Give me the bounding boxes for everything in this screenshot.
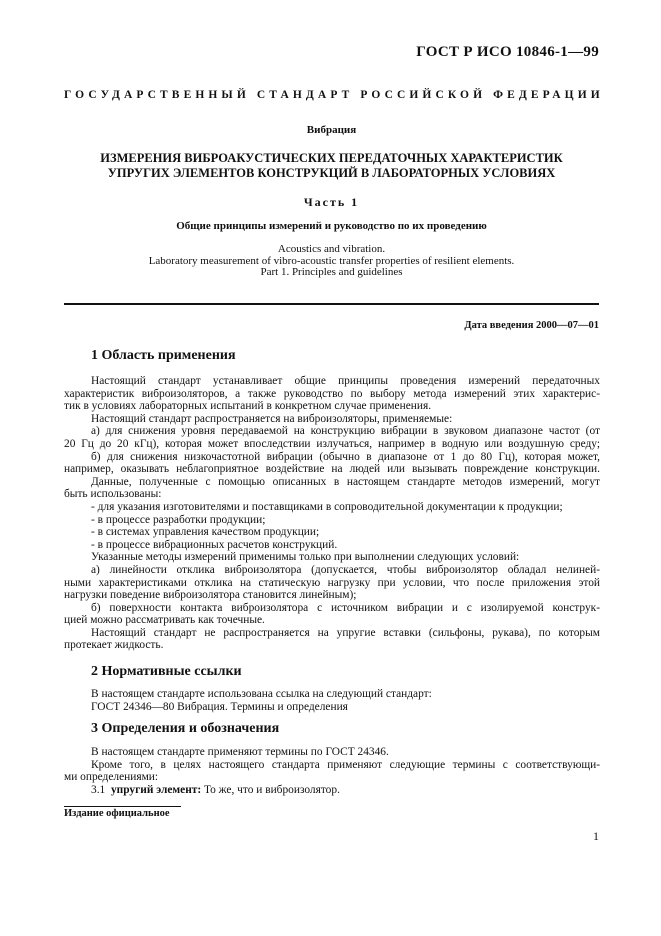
text-line: б) поверхности контакта виброизолятора с источником вибрации и с изолируемой конструк- <box>91 601 600 614</box>
definition-term: упругий элемент: <box>110 783 202 796</box>
state-standard-header: ГОСУДАРСТВЕННЫЙ СТАНДАРТ РОССИЙСКОЙ ФЕДЕРАЦИИ <box>64 89 604 101</box>
effective-date: Дата введения 2000—07—01 <box>464 320 599 331</box>
part-subtitle: Общие принципы измерений и руководство по их проведению <box>176 220 487 232</box>
main-title-line: ИЗМЕРЕНИЯ ВИБРОАКУСТИЧЕСКИХ ПЕРЕДАТОЧНЫХ ХАРАКТЕРИСТИК <box>100 151 563 165</box>
title-divider <box>64 303 599 305</box>
section-2-heading: 2 Нормативные ссылки <box>91 664 242 679</box>
main-title-line: УПРУГИХ ЭЛЕМЕНТОВ КОНСТРУКЦИЙ В ЛАБОРАТОРНЫХ УСЛОВИЯХ <box>107 166 556 180</box>
text-line: быть использованы: <box>64 488 162 501</box>
text-line: В настоящем стандарте применяют термины по ГОСТ 24346. <box>91 746 389 758</box>
section-2-body <box>64 688 600 713</box>
list-item: - в процессе вибрационных расчетов конструкций. <box>91 538 338 551</box>
list-item: - в системах управления качеством продукции; <box>91 526 320 539</box>
section-3-heading: 3 Определения и обозначения <box>91 721 280 736</box>
text-line: Настоящий стандарт распространяется на виброизоляторы, применяемые: <box>91 412 453 425</box>
text-line: Настоящий стандарт не распространяется на упругие вставки (сильфоны, рукава), по которым <box>91 626 600 639</box>
main-title <box>64 151 599 181</box>
section-1-heading: 1 Область применения <box>91 348 236 363</box>
english-title-line: Laboratory measurement of vibro-acoustic transfer properties of resilient elements. <box>148 254 515 267</box>
list-item: - для указания изготовителями и поставщиками в сопроводительной документации к продукции; <box>91 500 563 513</box>
text-line: характеристик виброизоляторов, а также руководство по выбору метода измерений этих характерис- <box>64 387 600 400</box>
text-line: тик в условиях лабораторных испытаний в конкретном случае применения. <box>64 400 432 413</box>
text-line: а) линейности отклика виброизолятора (допускается, чтобы виброизолятор обладал нелиней- <box>91 563 600 576</box>
text-line: В настоящем стандарте использована ссылка на следующий стандарт: <box>91 688 432 700</box>
part-label: Часть 1 <box>303 195 360 209</box>
text-line: Кроме того, в целях настоящего стандарта применяют следующие термины с соответствующи- <box>91 758 600 771</box>
text-line: б) для снижения низкочастотной вибрации (обычно в диапазоне от 1 до 80 Гц), которая может, <box>91 450 600 463</box>
english-title <box>64 244 599 279</box>
english-title-line: Acoustics and vibration. <box>277 243 386 255</box>
text-line: Настоящий стандарт устанавливает общие принципы проведения измерений передаточных <box>91 375 600 387</box>
subject-heading: Вибрация <box>306 124 357 136</box>
text-line: цией можно рассматривать как точечные. <box>64 614 265 627</box>
page-number: 1 <box>593 829 599 843</box>
text-line: 20 Гц до 20 кГц), которая может впоследствии излучаться, например в водную или воздушную среду; <box>64 437 600 450</box>
text-line: нагрузки поведение виброизолятора становится линейным); <box>64 589 357 602</box>
official-edition-label: Издание официальное <box>64 808 170 819</box>
section-3-body <box>64 746 600 796</box>
text-line: протекает жидкость. <box>64 639 164 652</box>
text-line: ГОСТ 24346—80 Вибрация. Термины и определения <box>91 700 348 713</box>
list-item: - в процессе разработки продукции; <box>91 513 266 526</box>
text-line: ми определениями: <box>64 771 159 784</box>
text-line: а) для снижения уровня передаваемой на конструкцию вибрации в звуковом диапазоне частот (от <box>91 425 600 438</box>
definition-text: То же, что и виброизолятор. <box>204 783 340 796</box>
definition-line <box>64 784 600 797</box>
section-1-body <box>64 375 600 652</box>
document-code: ГОСТ Р ИСО 10846-1—99 <box>416 44 599 60</box>
text-line: Указанные методы измерений применимы только при выполнении следующих условий: <box>91 551 520 564</box>
text-line: Данные, полученные с помощью описанных в настоящем стандарте методов измерений, могут <box>91 475 600 488</box>
footer-divider <box>64 806 181 807</box>
text-line: например, оказывать неблагоприятное воздействие на людей или вызывать повреждение конструкции. <box>64 463 600 476</box>
text-line: ными характеристиками отклика на статическую нагрузку при условии, что после приложения этой <box>64 576 600 589</box>
definition-number: 3.1 <box>91 783 106 796</box>
english-title-line: Part 1. Principles and guidelines <box>260 266 403 278</box>
